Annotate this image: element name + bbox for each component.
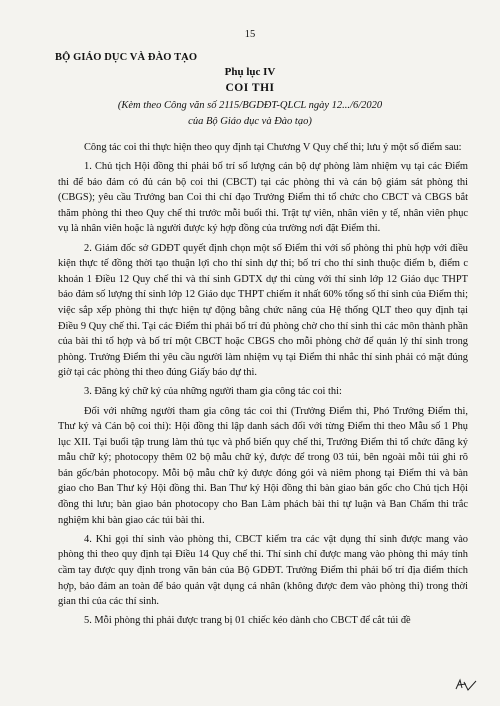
paragraph-item-3-detail: Đối với những người tham gia công tác coi thi (Trưởng Điểm thi, Phó Trưởng Điểm thi, Thư ký và Cán bộ coi thi): Hội đồng thi lập danh sách đối với từng Điểm thi theo Mẫu số 1 Phụ lục XII. Tại buổi tập trung làm thủ tục và phổ biến quy chế thi, Trưởng Điểm thi tổ chức đăng ký mẫu chữ ký; photocopy thêm 02 bộ mẫu chữ ký, được để trong 03 túi, bên ngoài mỗi túi ghi rõ bản gốc/bản photocopy. Mỗi bộ mẫu chữ ký được đóng gói và niêm phong tại Điểm thi và bàn giao cho Ban Thư ký Hội đồng thi. Ban Thư ký Hội đồng thi bàn giao bản gốc cho Chủ tịch Hội đồng thi lưu; bàn giao bản photocopy cho Ban Làm phách bài thi tự luận và Ban Chấm thi trắc nghiệm khi bàn giao các túi bài thi. (58, 405, 468, 526)
paragraph-item-3: 3. Đăng ký chữ ký của những người tham gia công tác coi thi: (84, 386, 342, 398)
subtitle-line-2: của Bộ Giáo dục và Đào tạo) (188, 116, 312, 127)
paragraph-item-2: 2. Giám đốc sở GDĐT quyết định chọn một số Điểm thi với số phòng thi phù hợp với điều kiện thực tế đồng thời tạo thuận lợi cho thí sinh dự thi; bố trí cho thí sinh thuộc điểm b, điểm c khoản 1 Điều 12 Quy chế thi và thí sinh GDTX dự thi cùng với thí sinh lớp 12 Giáo dục THPT bảo đảm số lượng thí sinh lớp 12 Giáo dục THPT chiếm ít nhất 60% tổng số thí sinh của Điểm thi; việc sắp xếp phòng thi thực hiện tự động bằng chức năng của Hệ thống QLT theo quy định tại Điều 9 Quy chế thi. Tại các Điểm thi phải bố trí đủ phòng chờ cho thí sinh thi các môn thành phần của bài thi tổ hợp và bố trí một CBCT hoặc CBGS cho mỗi phòng chờ để quản lý thí sinh trong phòng. Trưởng Điểm thi yêu cầu người làm nhiệm vụ tại Điểm thi nhắc thí sinh phải có mặt đúng giờ tại các phòng thi theo đúng Giấy báo dự thi. (58, 242, 468, 379)
paragraph-item-1: 1. Chủ tịch Hội đồng thi phải bố trí số lượng cán bộ dự phòng làm nhiệm vụ tại các Điểm thi để bảo đảm có đủ cán bộ coi thi (CBCT) tại các phòng thi và cán bộ giám sát phòng thi (CBGS); yêu cầu Trưởng ban Coi thi chỉ đạo Trưởng Điểm thi tổ chức cho CBCT và CBGS bắt thăm phòng thi theo Quy chế thi trước mỗi buổi thi. Trật tự viên, nhân viên y tế, nhân viên phục vụ là nhân viên hoặc là người được ký hợp đồng của trường nơi đặt Điểm thi. (58, 161, 468, 235)
subtitle-line-1: (Kèm theo Công văn số 2115/BGDĐT-QLCL ngày 12.../6/2020 (117, 100, 383, 111)
paragraph-item-4: 4. Khi gọi thí sinh vào phòng thi, CBCT kiểm tra các vật dụng thí sinh được mang vào phòng thi theo quy định tại Điều 14 Quy chế thi. Thí sinh chỉ được mang vào phòng thi máy tính cầm tay được quy định trong văn bản của Bộ GDĐT. Trưởng Điểm thi phải bố trí địa điểm thích hợp, bảo đảm an toàn để bảo quản vật dụng cá nhân (không được đem vào phòng thi) trong thời gian thi của các thí sinh. (58, 533, 468, 608)
paragraph-intro: Công tác coi thi thực hiện theo quy định tại Chương V Quy chế thi; lưu ý một số điểm sau: (84, 142, 462, 153)
document-subtitle (0, 98, 500, 130)
page-number: 15 (244, 29, 256, 40)
appendix-label: Phụ lục IV (224, 66, 276, 78)
document-title: COI THI (225, 82, 275, 94)
paragraph-item-5: 5. Mỗi phòng thi phải được trang bị 01 chiếc kéo dành cho CBCT để cắt túi đề (84, 615, 411, 627)
initials-signature (454, 678, 478, 692)
issuing-agency: BỘ GIÁO DỤC VÀ ĐÀO TẠO (55, 52, 198, 63)
document-body (58, 140, 468, 632)
